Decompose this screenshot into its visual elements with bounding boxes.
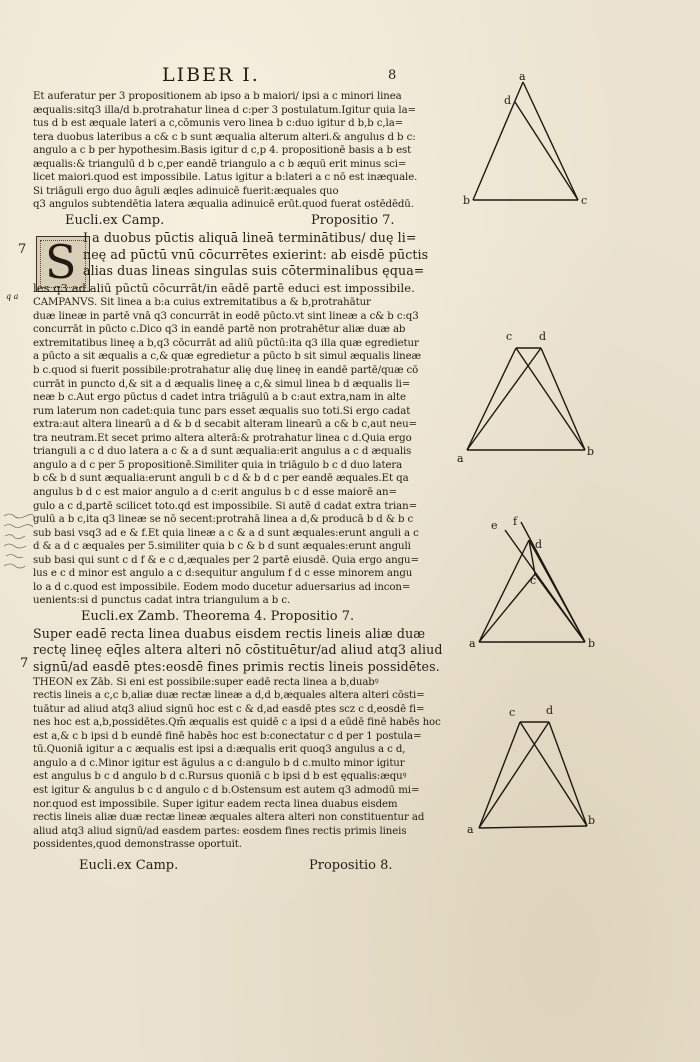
text-line: duæ lineæ in partē vnā q3 concurrāt in eodē pūcto.vt sint lineæ a c& b c:q3 — [33, 310, 419, 322]
text-line: d & a d c æquales per 5.similiter quia b c & b d sunt æquales:erunt anguli — [33, 541, 411, 553]
text-line: THEON ex Zāb. Si eni est possibile:super eadē recta linea a b,duabꝰ — [33, 676, 379, 688]
drop-cap-letter: S — [45, 235, 77, 289]
section-heading-1 — [33, 212, 443, 230]
text-line: neę ad pūctū vnū cōcurrētes exierint: ab eisdē pūctis — [83, 246, 429, 262]
fig2-label-a: a — [457, 452, 464, 465]
text-line: licet maiori.quod est impossibile. Latus igitur a b:lateri a c nō est inæquale. — [33, 172, 418, 184]
fig1-side-ac — [523, 82, 578, 200]
heading-source: Eucli.ex Camp. — [79, 857, 179, 873]
text-line: angulo a d c per 5 propositionē.Similiter quia in triāgulo b c d duo latera — [33, 459, 403, 471]
fig3-label-a: a — [469, 637, 476, 650]
figure-1-svg — [460, 70, 600, 220]
text-line: les q3 ad aliū pūctū cōcurrāt/in eādē partē educi est impossibile. — [33, 280, 415, 295]
text-line: q3 angulos subtendētia latera æqualia adinuicē erūt.quod fuerat ostēdēdū. — [33, 199, 414, 211]
text-line: b c.quod si fuerit possibile:protrahatur alię duę lineę in eandē partē/quæ cō — [33, 365, 419, 377]
text-line: rectis lineis a c,c b,aliæ duæ rectæ lineæ a d,d b,æquales altera alteri cōsti= — [33, 690, 425, 702]
fig1-label-c: c — [581, 194, 588, 207]
text-line: extra:aut altera linearū a d & b d secabit alteram linearū a c& b c,aut neu= — [33, 419, 417, 431]
campanus-commentary — [33, 296, 443, 608]
text-line: neæ b c.Aut ergo pūctus d cadet intra triāgulū a b c:aut extra,nam in alte — [33, 392, 406, 404]
text-line: Si triāguli ergo duo āguli æqles adinuicē fuerit:æquales quo — [33, 185, 339, 197]
text-line: rectę lineę eq̄les altera alteri nō cōstituētur/ad aliud atq3 aliud — [33, 642, 443, 658]
fig1-label-a: a — [519, 70, 526, 83]
figure-4-triangles — [463, 702, 613, 851]
fig2-label-d: d — [539, 330, 547, 343]
figure-2-svg — [455, 322, 605, 467]
fig4-line-cb — [520, 722, 587, 826]
fig2-label-b: b — [587, 445, 595, 458]
fig1-label-d: d — [504, 94, 512, 107]
text-line: aliud atq3 aliud signū/ad easdem partes: eosdem fines rectis primis lineis — [33, 825, 407, 837]
running-header — [0, 64, 460, 90]
fig3-label-e: e — [491, 519, 498, 532]
main-text-column — [33, 90, 443, 876]
text-line: gulo a c d,partē scilicet toto.qd est impossibile. Si autē d cadat extra trian= — [33, 500, 418, 512]
text-line: extremitatibus lineę a b,q3 cōcurrāt ad aliū pūctū:ita q3 illa quæ egredietur — [33, 337, 419, 349]
heading-theorem: Eucli.ex Zamb. Theorema 4. Propositio 7. — [81, 608, 355, 624]
fig4-label-d: d — [546, 704, 554, 717]
text-line: æqualis:sitq3 illa/d b.protrahatur linea d c:per 3 postulatum.Igitur quia la= — [33, 104, 416, 116]
fig2-line-ad — [467, 348, 541, 450]
text-block-a — [33, 90, 443, 212]
handwritten-marginalia — [2, 510, 32, 582]
section-heading-3 — [33, 856, 443, 876]
text-line: possidentes,quod demonstrasse oportuit. — [33, 839, 242, 851]
text-line: angulo a d c.Minor igitur est āgulus a c d:angulo b d c.multo minor igitur — [33, 757, 405, 769]
marginal-annotation: q a — [6, 292, 19, 301]
text-line: nor.quod est impossibile. Super igitur eadem recta linea duabus eisdem — [33, 798, 398, 810]
fig4-label-b: b — [588, 814, 596, 827]
fig4-base-ab — [479, 826, 587, 828]
text-line: lus e c d minor est angulo a c d:sequitur angulum f d c esse minorem angu — [33, 568, 413, 580]
text-line: currāt in puncto d,& sit a d æqualis lineę a c,& simul linea b d æqualis li= — [33, 378, 411, 390]
text-line: Et auferatur per 3 propositionem ab ipso a b maiori/ ipsi a c minori linea — [33, 91, 402, 102]
text-line: CAMPANVS. Sit linea a b:a cuius extremitatibus a & b,protrahātur — [33, 297, 371, 309]
fig3-label-d: d — [535, 538, 543, 551]
text-line: uenients:si d punctus cadat intra triangulum a b c. — [33, 595, 291, 607]
figure-1-triangle — [460, 70, 600, 224]
text-line: angulus b d c est maior angulo a d c:erit angulus b c d esse maiorē an= — [33, 486, 397, 498]
text-line: trianguli a c d duo latera a c & a d sunt æqualia:erit angulus a c d æqualis — [33, 446, 412, 458]
theon-commentary — [33, 676, 443, 852]
proposition-7-statement — [33, 230, 443, 296]
margin-number-theorem7: 7 — [20, 656, 29, 671]
text-line: gulū a b c,ita q3 lineæ se nō secent:protrahā linea a d,& producā b d & b c — [33, 514, 414, 526]
text-line: rum laterum non cadet:quia tunc pars esset æqualis suo toti.Si ergo cadat — [33, 405, 411, 417]
text-line: concurrāt in pūcto c.Dico q3 in eandē partē non protrahētur aliæ duæ ab — [33, 324, 406, 336]
text-line: I a duobus pūctis aliquā lineā terminātibus/ duę li= — [83, 229, 417, 245]
fig1-line-dc — [515, 102, 578, 200]
figure-3-triangles — [465, 512, 615, 661]
text-line: b c& b d sunt æqualia:erunt anguli b c d & b d c per eandē æquales.Et qa — [33, 473, 409, 485]
fig2-line-ac — [467, 348, 516, 450]
text-line: a pūcto a sit æqualis a c,& quæ egredietur a pūcto b sit simul æqualis lineæ — [33, 351, 422, 363]
fig4-line-db — [549, 722, 587, 826]
fig1-side-ab — [473, 82, 523, 200]
text-line: æqualis:& triangulū d b c,per eandē triangulo a c b æquū erit minus sci= — [33, 158, 407, 170]
fig2-line-db — [541, 348, 585, 450]
heading-proposition: Propositio 7. — [311, 212, 395, 228]
text-line: sub basi vsq3 ad e & f.Et quia lineæ a c & a d sunt æquales:erunt anguli a c — [33, 527, 419, 539]
text-line: est igitur & angulus b c d angulo c d b.Ostensum est autem q3 admodū mi= — [33, 785, 420, 797]
heading-source: Eucli.ex Camp. — [65, 212, 165, 228]
fig2-line-cb — [516, 348, 585, 450]
text-line: est a,& c b ipsi d b eundē finē habēs hoc est b:conectatur c d per 1 postula= — [33, 730, 422, 742]
text-line: est angulus b c d angulo b d c.Rursus quoniā c b ipsi d b est ęqualis:æquꝰ — [33, 771, 407, 783]
fig4-label-c: c — [509, 706, 516, 719]
book-title: LIBER I. — [162, 64, 260, 86]
fig2-label-c: c — [506, 330, 513, 343]
text-line: sub basi qui sunt c d f & e c d,æquales per 2 partē eiusdē. Quia ergo angu= — [33, 554, 419, 566]
fig3-label-c: c — [530, 574, 537, 587]
figure-2-triangles — [455, 322, 605, 471]
figure-4-svg — [463, 702, 613, 847]
text-line: tuātur ad aliud atq3 aliud signū hoc est c & d,ad easdē ptes scz c d,eosdē fi= — [33, 703, 425, 715]
fig1-label-b: b — [463, 194, 471, 207]
margin-number-prop7: 7 — [18, 242, 27, 257]
heading-proposition: Propositio 8. — [309, 857, 393, 873]
fig4-label-a: a — [467, 823, 474, 836]
text-line: alias duas lineas singulas suis cōterminalibus ęqua= — [83, 263, 425, 279]
fig3-label-f: f — [513, 515, 518, 528]
handwriting-scribble-icon — [2, 510, 36, 580]
text-line: rectis lineis aliæ duæ rectæ lineæ æquales altera alteri non constituentur ad — [33, 812, 425, 824]
text-line: signū/ad easdē ptes:eosdē fines primis rectis lineis possidētes. — [33, 659, 440, 675]
figure-3-svg — [465, 512, 615, 657]
text-line: nes hoc est a,b,possidētes.Qm̄ æqualis est quidē c a ipsi d a eūdē finē habēs hoc — [33, 717, 441, 729]
section-heading-2 — [33, 608, 443, 626]
text-line: tū.Quoniā igitur a c æqualis est ipsi a d:æqualis erit quoq3 angulus a c d, — [33, 744, 406, 756]
theorem-statement — [33, 626, 443, 676]
text-line: lo a d c.quod est impossibile. Eodem modo ducetur aduersarius ad incon= — [33, 581, 411, 593]
fig3-extension-be — [505, 530, 585, 642]
text-line: tra neutram.Et secet primo altera alterā:& protrahatur linea c d.Quia ergo — [33, 432, 412, 444]
text-line: tera duobus lateribus a c& c b sunt æqualia alterum alteri.& angulus d b c: — [33, 131, 416, 143]
folio-number: 8 — [388, 68, 397, 83]
text-line: tus d b est æquale lateri a c,cōmunis vero linea b c:duo igitur d b,b c,la= — [33, 118, 404, 130]
fig3-label-b: b — [588, 637, 596, 650]
text-line: Super eadē recta linea duabus eisdem rectis lineis aliæ duæ — [33, 625, 426, 641]
text-line: angulo a c b per hypothesim.Basis igitur d c,p 4. propositionē basis a b est — [33, 145, 412, 157]
